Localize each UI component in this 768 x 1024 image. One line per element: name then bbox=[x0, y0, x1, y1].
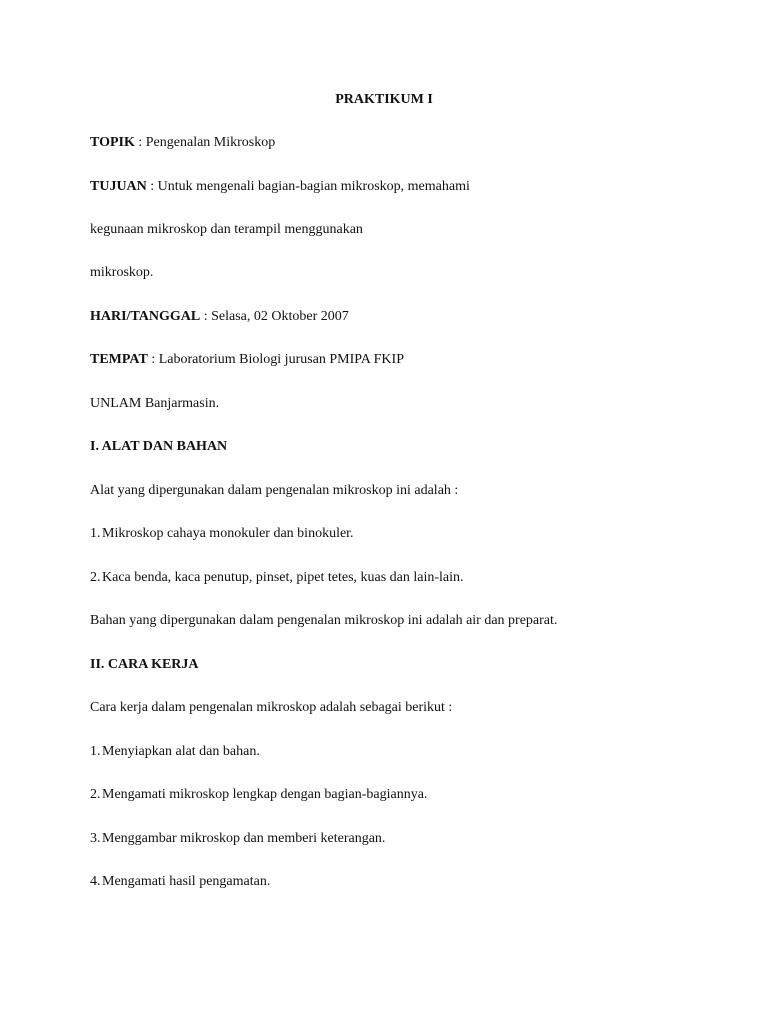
tujuan-line bbox=[90, 178, 470, 196]
tempat-label: TEMPAT bbox=[90, 352, 148, 367]
list-item-text: Mengamati hasil pengamatan. bbox=[102, 874, 271, 889]
section-2-intro: Cara kerja dalam pengenalan mikroskop adalah sebagai berikut : bbox=[90, 700, 453, 715]
list-item bbox=[90, 525, 354, 543]
list-item bbox=[90, 830, 385, 848]
hari-tanggal-value: : Selasa, 02 Oktober 2007 bbox=[200, 309, 349, 324]
document-title: PRAKTIKUM I bbox=[335, 92, 433, 107]
section-1-heading: I. ALAT DAN BAHAN bbox=[90, 439, 228, 454]
tempat-continuation: UNLAM Banjarmasin. bbox=[90, 396, 220, 411]
list-item-text: Kaca benda, kaca penutup, pinset, pipet tetes, kuas dan lain-lain. bbox=[102, 570, 464, 585]
list-item-number: 3. bbox=[90, 831, 101, 846]
section-2-heading: II. CARA KERJA bbox=[90, 657, 199, 672]
list-item-number: 1. bbox=[90, 526, 101, 541]
list-item-number: 4. bbox=[90, 874, 101, 889]
tujuan-continuation-2: mikroskop. bbox=[90, 265, 154, 280]
list-item bbox=[90, 873, 270, 891]
hari-tanggal-line bbox=[90, 308, 349, 326]
list-item-text: Mikroskop cahaya monokuler dan binokuler. bbox=[102, 526, 354, 541]
section-1-intro: Alat yang dipergunakan dalam pengenalan mikroskop ini adalah : bbox=[90, 483, 459, 498]
list-item-number: 2. bbox=[90, 570, 101, 585]
topik-line bbox=[90, 134, 275, 152]
tujuan-label: TUJUAN bbox=[90, 179, 147, 194]
tempat-line bbox=[90, 351, 404, 369]
tujuan-value: : Untuk mengenali bagian-bagian mikroskop, memahami bbox=[146, 179, 470, 194]
bahan-paragraph: Bahan yang dipergunakan dalam pengenalan mikroskop ini adalah air dan preparat. bbox=[90, 613, 558, 628]
list-item-text: Menyiapkan alat dan bahan. bbox=[102, 744, 260, 759]
list-item-text: Mengamati mikroskop lengkap dengan bagian-bagiannya. bbox=[102, 787, 428, 802]
list-item bbox=[90, 569, 464, 587]
hari-tanggal-label: HARI/TANGGAL bbox=[90, 309, 201, 324]
tempat-value: : Laboratorium Biologi jurusan PMIPA FKIP bbox=[147, 352, 404, 367]
list-item bbox=[90, 743, 260, 761]
topik-value: : Pengenalan Mikroskop bbox=[134, 135, 276, 150]
list-item-number: 1. bbox=[90, 744, 101, 759]
list-item bbox=[90, 786, 427, 804]
list-item-number: 2. bbox=[90, 787, 101, 802]
list-item-text: Menggambar mikroskop dan memberi keterangan. bbox=[102, 831, 386, 846]
topik-label: TOPIK bbox=[90, 135, 135, 150]
tujuan-continuation-1: kegunaan mikroskop dan terampil menggunakan bbox=[90, 222, 363, 237]
